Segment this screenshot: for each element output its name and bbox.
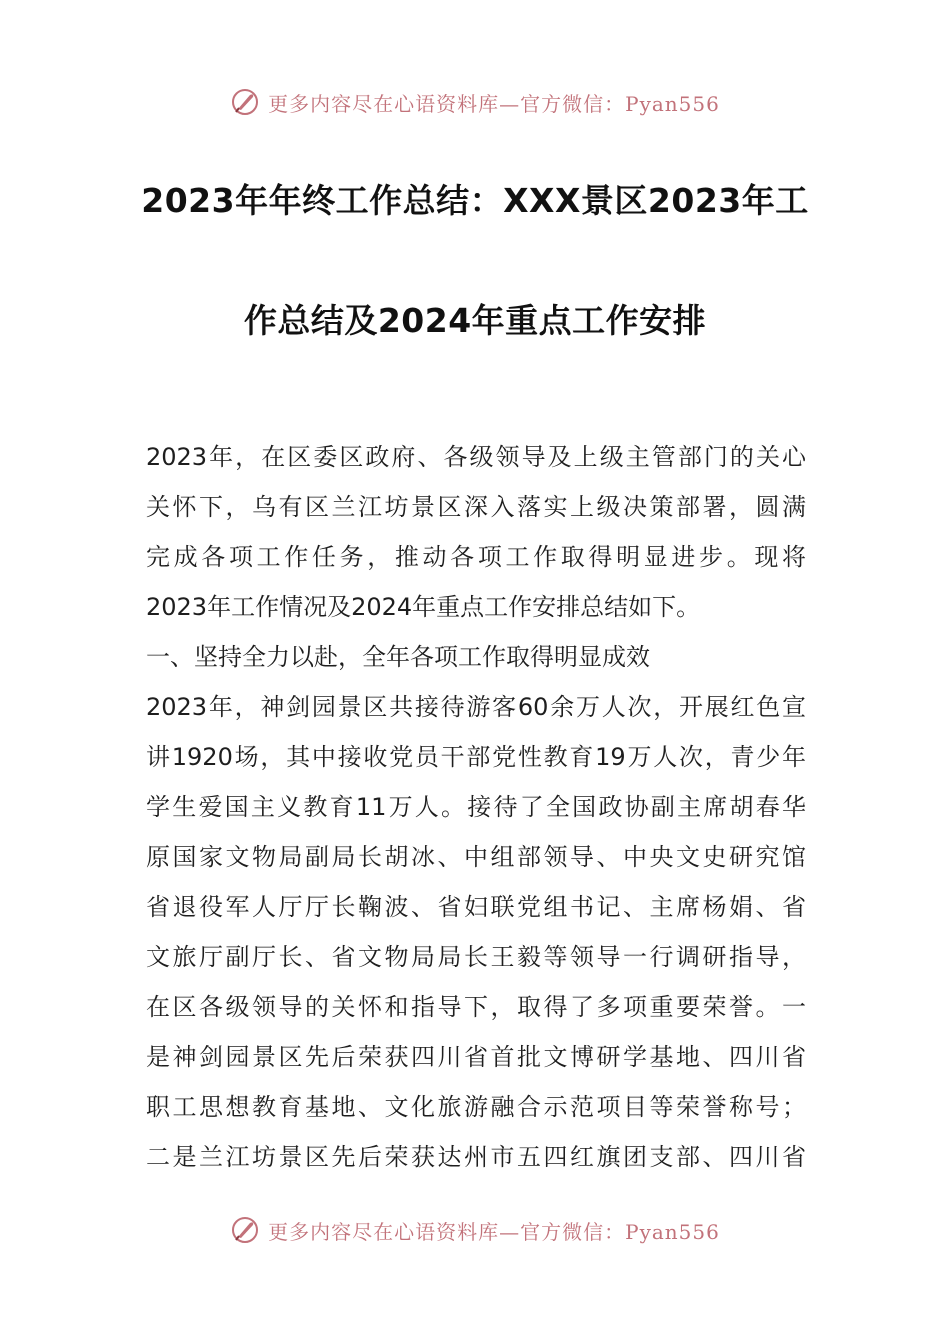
body-line: 学生爱国主义教育11万人。接待了全国政协副主席胡春华 xyxy=(146,793,806,821)
header-banner xyxy=(0,82,950,122)
footer-banner-text: 更多内容尽在心语资料库—官方微信：Pyan556 xyxy=(268,1219,720,1244)
header-banner-text: 更多内容尽在心语资料库—官方微信：Pyan556 xyxy=(268,91,720,116)
body-line: 2023年，在区委区政府、各级领导及上级主管部门的关心 xyxy=(146,443,806,471)
body-line: 省退役军人厅厅长鞠波、省妇联党组书记、主席杨娟、省 xyxy=(146,893,806,921)
body-line: 完成各项工作任务，推动各项工作取得明显进步。现将 xyxy=(146,543,806,571)
body-line: 文旅厅副厅长、省文物局局长王毅等领导一行调研指导， xyxy=(146,943,806,971)
body-line: 二是兰江坊景区先后荣获达州市五四红旗团支部、四川省 xyxy=(146,1143,806,1171)
document-title-line-2: 作总结及2024年重点工作安排 xyxy=(243,301,707,340)
body-line: 讲1920场，其中接收党员干部党性教育19万人次，青少年 xyxy=(146,743,806,771)
section-heading: 一、坚持全力以赴，全年各项工作取得明显成效 xyxy=(146,643,650,671)
body-line: 关怀下，乌有区兰江坊景区深入落实上级决策部署，圆满 xyxy=(146,493,806,521)
footer-banner xyxy=(0,1210,950,1250)
body-line: 2023年，神剑园景区共接待游客60余万人次，开展红色宣 xyxy=(146,693,806,721)
body-line: 在区各级领导的关怀和指导下，取得了多项重要荣誉。一 xyxy=(146,993,806,1021)
body-line: 原国家文物局副局长胡冰、中组部领导、中央文史研究馆 xyxy=(146,843,806,871)
quill-pen-icon xyxy=(230,1215,260,1245)
body-line: 是神剑园景区先后荣获四川省首批文博研学基地、四川省 xyxy=(146,1043,806,1071)
document-title-line-1: 2023年年终工作总结：XXX景区2023年工 xyxy=(141,181,809,220)
quill-pen-icon xyxy=(230,87,260,117)
body-line: 2023年工作情况及2024年重点工作安排总结如下。 xyxy=(146,593,701,621)
body-line: 职工思想教育基地、文化旅游融合示范项目等荣誉称号； xyxy=(146,1093,806,1121)
